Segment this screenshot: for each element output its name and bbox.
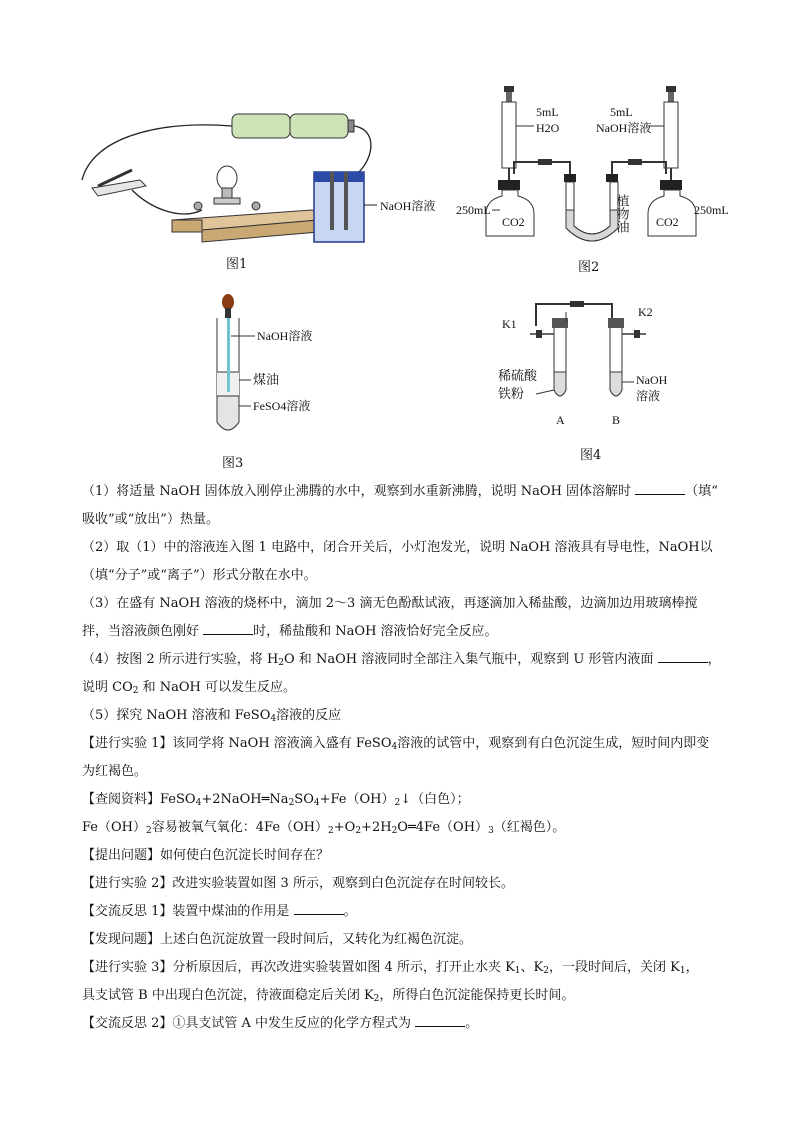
r2-blank[interactable]: [415, 1012, 465, 1027]
fig4-acid: 稀硫酸: [498, 368, 538, 383]
r1-blank[interactable]: [294, 900, 344, 915]
question-line1: 【提出问题】如何使白色沉淀长时间存在？: [82, 848, 330, 863]
q2-line1: （2）取（1）中的溶液连入图 1 电路中，闭合开关后，小灯泡发光，说明 NaOH 溶液具有导电性，NaOH以: [82, 540, 713, 555]
fig3-kerosene: 煤油: [253, 372, 280, 387]
fig2-oil: 植物油: [614, 194, 630, 233]
exp2-line: 【进行实验 2】改进实验装置如图 3 所示，观察到白色沉淀存在时间较长。: [82, 876, 514, 891]
fig3-naoh: NaOH溶液: [257, 329, 313, 343]
fig2-right-250: 250mL: [694, 203, 729, 217]
fig1-caption: 图1: [226, 257, 248, 272]
fig2-right-naoh: NaOH溶液: [596, 121, 652, 135]
q4-line2: 说明 $CO_2$ 和 NaOH 可以发生反应。: [82, 680, 297, 696]
q4-line1: （4）按图 2 所示进行实验，将 $H_2O$ 和 NaOH 溶液同时全部注入集气瓶中，观察到 U 形管内液面 ，: [82, 646, 722, 674]
figure-3-testtube: [205, 292, 355, 442]
fig4-naoh: NaOH: [636, 373, 668, 387]
figure-4-apparatus: [496, 294, 696, 436]
fig3-caption: 图3: [222, 456, 244, 471]
ref-line1: 【查阅资料】$FeSO_4+2NaOH═Na_2SO_4+Fe(OH)_2↓$（白色）；: [82, 792, 470, 808]
q1-blank[interactable]: [635, 480, 685, 495]
fig4-caption: 图4: [580, 448, 602, 463]
question-line2: 【发现问题】上述白色沉淀放置一段时间后，又转化为红褐色沉淀。: [82, 932, 473, 947]
q3-line1: （3）在盛有 NaOH 溶液的烧杯中，滴加 2～3 滴无色酚酞试液，再逐滴加入稀盐酸，边滴加边用玻璃棒搅: [82, 596, 698, 611]
question-text: [82, 478, 722, 1038]
exp1-line2: 为红褐色。: [82, 764, 148, 779]
q4-blank[interactable]: [658, 648, 708, 663]
fig2-left-vol: 5mL: [536, 105, 559, 119]
fig2-caption: 图2: [578, 260, 600, 275]
q2-line2: （填“分子”或“离子”）形式分散在水中。: [82, 568, 317, 583]
q1-line2: 吸收”或“放出”）热量。: [82, 512, 219, 527]
reflect2-line: 【交流反思 2】①具支试管 A 中发生反应的化学方程式为 。: [82, 1010, 722, 1038]
ref-line2: $Fe(OH)_2$容易被氧气氧化：$4Fe(OH)_2+O_2+2H_2O═4Fe(OH)_3$（红褐色）。: [82, 820, 566, 836]
exp3-line1: 【进行实验 3】分析原因后，再次改进实验装置如图 4 所示，打开止水夹 $K_1$、$K_2$，一段时间后，关闭 $K_1$，: [82, 960, 699, 976]
fig1-naoh-label: NaOH溶液: [380, 199, 436, 213]
fig2-right-co2: CO2: [656, 215, 679, 229]
figure-2-apparatus: [452, 78, 772, 253]
exp3-line2: 具支试管 B 中出现白色沉淀，待液面稳定后关闭 $K_2$，所得白色沉淀能保持更长时间。: [82, 988, 575, 1004]
reflect1-line: 【交流反思 1】装置中煤油的作用是 。: [82, 898, 722, 926]
fig2-right-vol: 5mL: [610, 105, 633, 119]
q3-line2: 拌，当溶液颜色刚好 时，稀盐酸和 NaOH 溶液恰好完全反应。: [82, 618, 722, 646]
fig2-left-250: 250mL: [456, 203, 491, 217]
fig3-feso4: FeSO4溶液: [253, 399, 311, 413]
q5-line: （5）探究 NaOH 溶液和 FeSO$_4$溶液的反应: [82, 708, 342, 724]
exp1-line1: 【进行实验 1】该同学将 NaOH 溶液滴入盛有 FeSO$_4$溶液的试管中，观察到有白色沉淀生成，短时间内即变: [82, 736, 710, 752]
fig2-left-co2: CO2: [502, 215, 525, 229]
figure-1-circuit: [72, 100, 452, 250]
fig4-iron: 铁粉: [498, 386, 525, 401]
fig4-k1: K1: [502, 317, 517, 331]
fig4-a: A: [556, 413, 565, 427]
q3-blank[interactable]: [203, 620, 253, 635]
fig4-k2: K2: [638, 305, 653, 319]
fig4-b: B: [612, 413, 621, 427]
fig2-left-h2o: H2O: [536, 121, 560, 135]
fig4-solution: 溶液: [636, 389, 661, 403]
q1-line1: （1）将适量 NaOH 固体放入刚停止沸腾的水中，观察到水重新沸腾，说明 NaOH 固体溶解时 （填“: [82, 478, 722, 506]
